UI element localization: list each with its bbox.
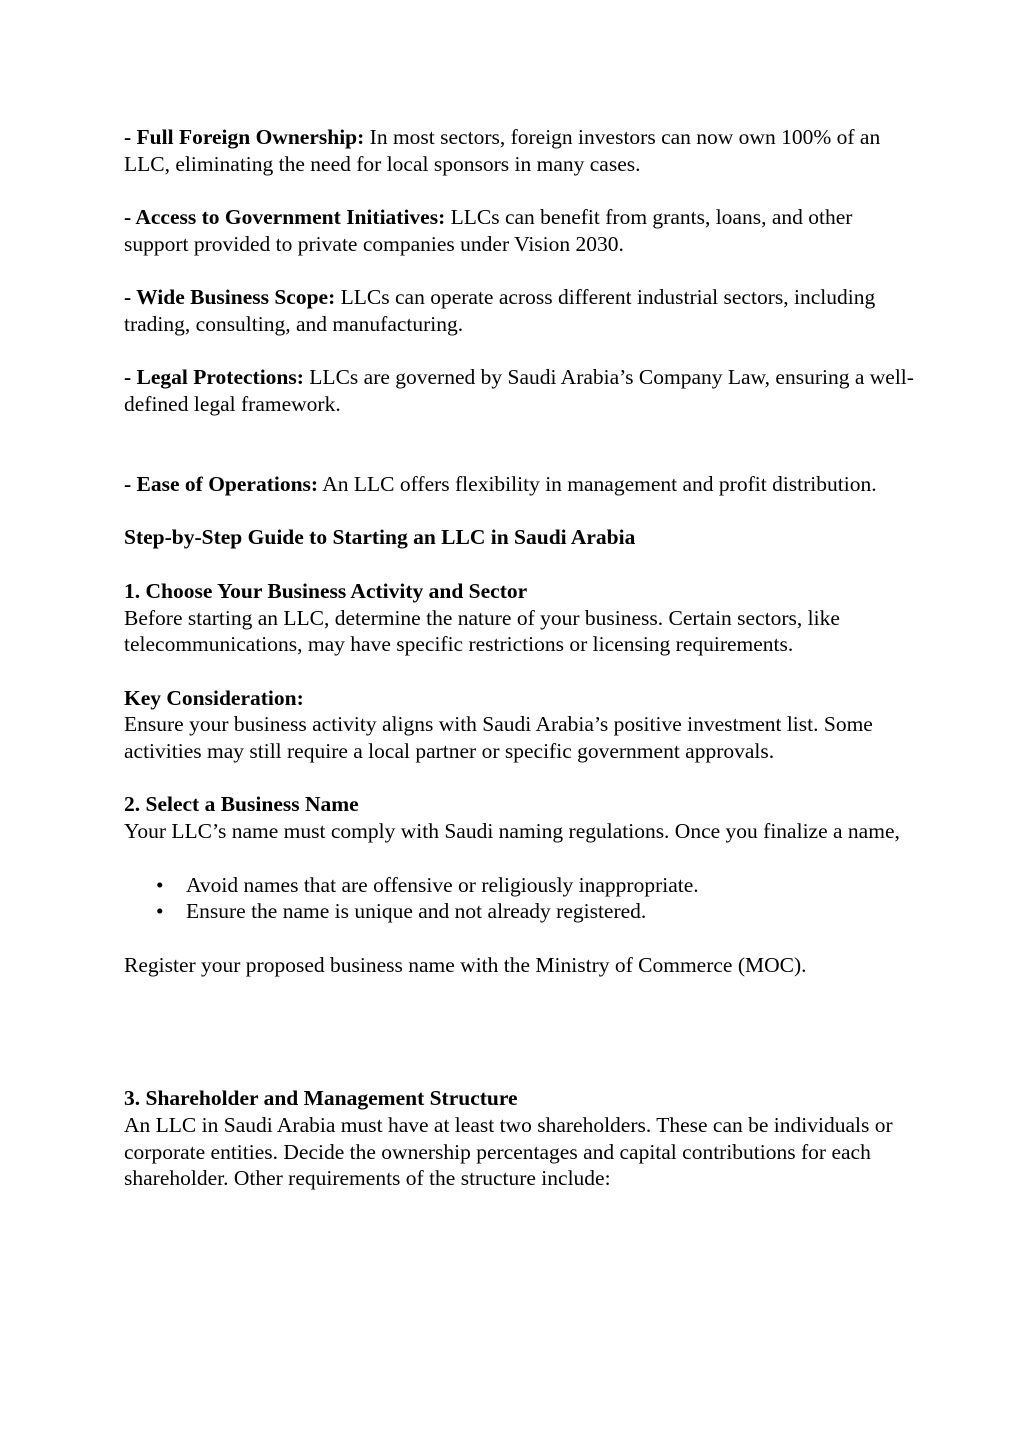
benefit-label: - Legal Protections: [124, 365, 304, 390]
guide-title [124, 524, 914, 551]
step2-heading [124, 791, 914, 818]
benefit-text: An LLC offers flexibility in management and profit distribution. [318, 472, 877, 497]
guide-title-text: Step-by-Step Guide to Starting an LLC in Saudi Arabia [124, 525, 636, 550]
bullet-icon: • [156, 899, 164, 924]
list-item [156, 898, 914, 925]
document-page [124, 124, 914, 1192]
benefit-legal-protections [124, 364, 914, 417]
step3-heading [124, 1085, 914, 1112]
step3-heading-text: 3. Shareholder and Management Structure [124, 1086, 518, 1111]
key-consideration-body: Ensure your business activity aligns with Saudi Arabia’s positive investment list. Some activities may still require a local partner or specific government approvals. [124, 712, 873, 764]
step2-body: Your LLC’s name must comply with Saudi naming regulations. Once you finalize a name, [124, 819, 900, 844]
list-item-text: Avoid names that are offensive or religiously inappropriate. [186, 872, 699, 897]
list-item [156, 872, 914, 899]
step2-heading-text: 2. Select a Business Name [124, 792, 359, 817]
benefit-text: LLCs are governed by Saudi Arabia’s Company Law, ensuring a well-defined legal framework. [124, 365, 914, 416]
key-consideration-heading [124, 685, 914, 712]
benefit-text: In most sectors, foreign investors can now own 100% of an LLC, eliminating the need for local sponsors in many cases. [124, 125, 881, 176]
register-name-text: Register your proposed business name with the Ministry of Commerce (MOC). [124, 952, 807, 977]
benefit-full-foreign-ownership [124, 124, 914, 177]
step3-body: An LLC in Saudi Arabia must have at least two shareholders. These can be individuals or corporate entities. Decide the ownership percentages and capital contributions for each shareholder. Other requirements of the structure include: [124, 1112, 893, 1191]
step1-heading-text: 1. Choose Your Business Activity and Sector [124, 578, 528, 603]
benefit-label: - Full Foreign Ownership: [124, 125, 365, 149]
benefit-label: - Ease of Operations: [124, 472, 319, 497]
benefit-label: - Wide Business Scope: [124, 285, 336, 310]
benefit-text: LLCs can benefit from grants, loans, and other support provided to private companies under Vision 2030. [124, 205, 853, 256]
bullet-icon: • [156, 872, 164, 897]
benefit-wide-business-scope [124, 284, 914, 337]
step1-body: Before starting an LLC, determine the nature of your business. Certain sectors, like telecommunications, may have specific restrictions or licensing requirements. [124, 605, 840, 657]
name-rules-list [124, 872, 914, 925]
benefit-government-initiatives [124, 204, 914, 257]
benefit-label: - Access to Government Initiatives: [124, 205, 446, 230]
list-item-text: Ensure the name is unique and not already registered. [186, 899, 647, 924]
step1-heading [124, 578, 914, 605]
benefit-ease-of-operations [124, 471, 914, 498]
key-consideration-heading-text: Key Consideration: [124, 685, 304, 710]
benefit-text: LLCs can operate across different industrial sectors, including trading, consulting, and manufacturing. [124, 285, 876, 336]
